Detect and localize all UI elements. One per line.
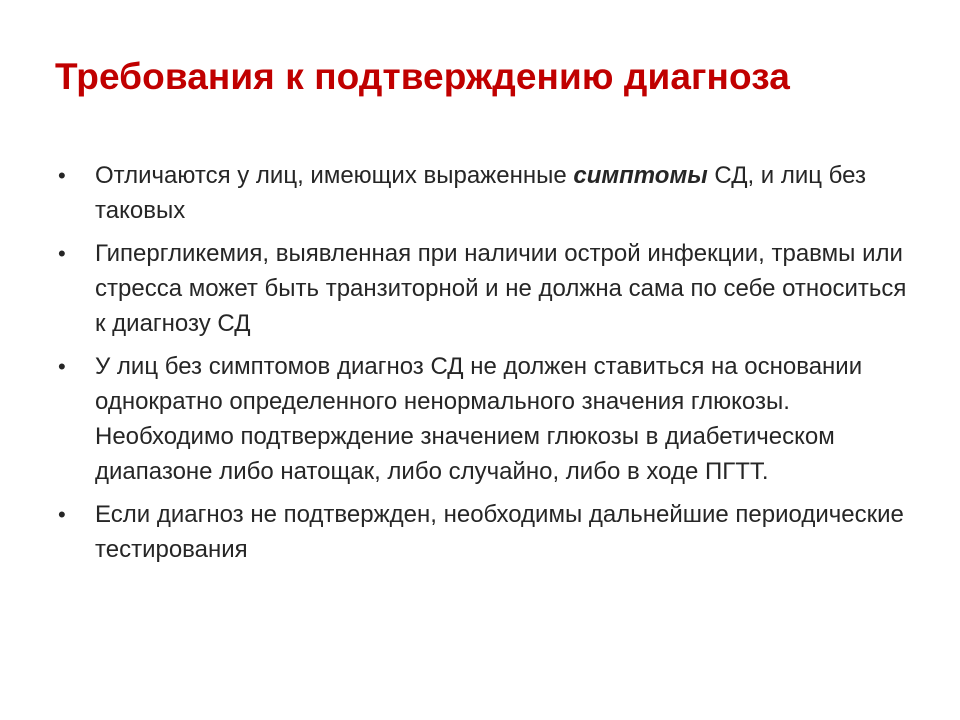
bullet-text-after: СД, и лиц без таковых [95,162,866,224]
bullet-item-not-confirmed [56,497,916,567]
bullet-dot-icon: • [58,241,66,266]
bullet-dot-icon: • [58,354,66,379]
bullet-item-no-symptoms [56,349,916,489]
bullet-text: Если диагноз не подтвержден, необходимы дальнейшие периодические тестирования [95,501,904,563]
bullet-text: У лиц без симптомов диагноз СД не должен ставиться на основании однократно определенного ненормального значения глюкозы. Необходимо подтверждение значением глюкозы в диабетическом диапазоне либо натощак, либо случайно, либо в ходе ПГТТ. [95,353,863,485]
bullet-text: Отличаются у лиц, имеющих выраженные [95,162,574,189]
bullet-text: Гипергликемия, выявленная при наличии острой инфекции, травмы или стресса может быть транзиторной и не должна сама по себе относиться к диагнозу СД [95,240,907,337]
bullet-dot-icon: • [58,163,66,188]
bullet-emphasis: симптомы [573,162,708,189]
bullet-item-hyperglycemia [56,236,916,341]
bullet-dot-icon: • [58,502,66,527]
bullet-item-symptoms [56,158,916,228]
slide-title: Требования к подтверждению диагноза [55,56,790,97]
bullet-list [56,158,916,575]
